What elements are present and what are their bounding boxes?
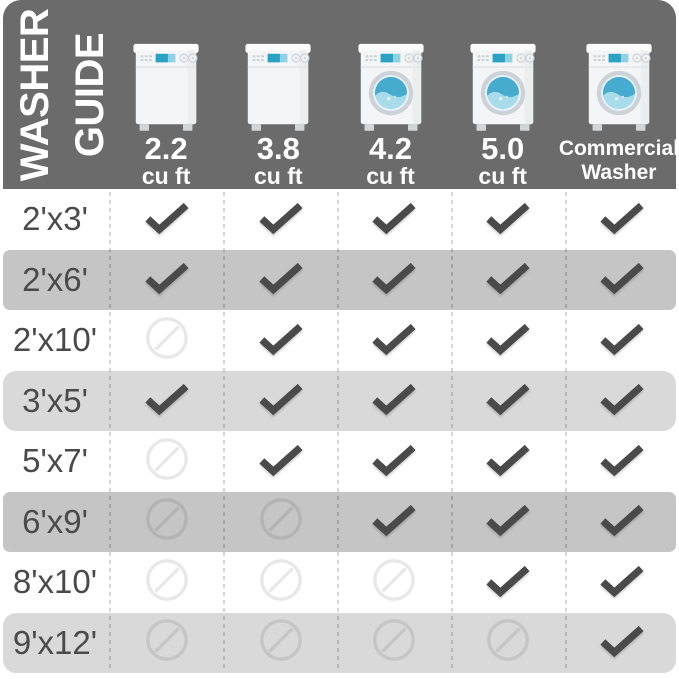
compatible-cell <box>110 371 224 432</box>
check-icon <box>599 501 645 542</box>
page-title <box>8 0 120 195</box>
capacity-value: 2.2 <box>144 131 188 166</box>
check-icon <box>371 380 417 421</box>
compatible-cell <box>338 371 452 432</box>
front-load-washer-icon <box>357 0 425 133</box>
washer-column-header <box>447 0 559 189</box>
compatible-cell <box>224 431 338 492</box>
capacity-unit: cu ft <box>254 163 303 189</box>
compatible-cell <box>451 189 565 250</box>
capacity-unit: cu ft <box>141 163 191 189</box>
not-suitable-icon <box>144 496 190 547</box>
column-capacity-label <box>254 133 303 189</box>
check-icon <box>258 199 304 240</box>
check-icon <box>258 380 304 421</box>
capacity-unit: cu ft <box>478 163 527 189</box>
rug-size-label: 2'x6' <box>22 260 88 298</box>
front-load-washer-icon <box>469 0 537 133</box>
title-line-guide: GUIDE <box>68 32 112 158</box>
table-row <box>0 189 679 250</box>
compatible-cell <box>110 189 224 250</box>
compatible-cell <box>565 189 679 250</box>
washer-column-header <box>110 0 222 189</box>
not-compatible-cell <box>338 613 452 674</box>
check-icon <box>485 320 531 361</box>
capacity-value: 3.8 <box>256 131 300 166</box>
check-icon <box>599 441 645 482</box>
check-icon <box>599 320 645 361</box>
compatible-cell <box>451 431 565 492</box>
table-row <box>0 431 679 492</box>
rug-size-label: 2'x3' <box>22 200 88 238</box>
check-icon <box>258 320 304 361</box>
compatible-cell <box>451 371 565 432</box>
compatible-cell <box>224 250 338 311</box>
table-row <box>0 613 679 674</box>
not-suitable-icon <box>144 436 190 487</box>
not-suitable-icon <box>485 617 531 668</box>
check-icon <box>371 320 417 361</box>
compatible-cell <box>451 310 565 371</box>
compatibility-table <box>0 189 679 673</box>
check-icon <box>258 259 304 300</box>
check-icon <box>371 501 417 542</box>
compatible-cell <box>224 371 338 432</box>
capacity-unit: Washer <box>581 161 657 184</box>
header <box>3 0 679 189</box>
capacity-unit: cu ft <box>366 163 415 189</box>
not-suitable-icon <box>258 496 304 547</box>
check-icon <box>485 380 531 421</box>
check-icon <box>485 501 531 542</box>
check-icon <box>258 441 304 482</box>
not-suitable-icon <box>258 557 304 608</box>
check-icon <box>485 259 531 300</box>
compatible-cell <box>338 310 452 371</box>
compatible-cell <box>451 492 565 553</box>
front-load-washer-icon <box>585 0 653 133</box>
compatible-cell <box>451 250 565 311</box>
not-suitable-icon <box>371 617 417 668</box>
compatible-cell <box>110 250 224 311</box>
check-icon <box>599 562 645 603</box>
rug-size-label: 2'x10' <box>12 321 98 359</box>
capacity-value: 5.0 <box>481 131 525 166</box>
not-compatible-cell <box>110 310 224 371</box>
check-icon <box>144 380 190 421</box>
compatible-cell <box>338 250 452 311</box>
title-line-washer: WASHER <box>13 8 57 182</box>
check-icon <box>371 259 417 300</box>
check-icon <box>371 199 417 240</box>
check-icon <box>485 562 531 603</box>
check-icon <box>599 259 645 300</box>
compatible-cell <box>565 310 679 371</box>
header-columns <box>110 0 679 189</box>
table-row <box>0 310 679 371</box>
not-compatible-cell <box>110 613 224 674</box>
not-suitable-icon <box>144 557 190 608</box>
check-icon <box>599 622 645 663</box>
not-compatible-cell <box>338 552 452 613</box>
table-row <box>0 250 679 311</box>
column-capacity-label <box>559 133 679 189</box>
check-icon <box>485 441 531 482</box>
column-capacity-label <box>366 133 415 189</box>
compatible-cell <box>338 189 452 250</box>
column-capacity-label <box>478 133 527 189</box>
table-row <box>0 552 679 613</box>
not-suitable-icon <box>371 557 417 608</box>
column-capacity-label <box>142 133 191 189</box>
washer-column-header <box>334 0 446 189</box>
check-icon <box>144 199 190 240</box>
not-suitable-icon <box>258 617 304 668</box>
not-compatible-cell <box>451 613 565 674</box>
not-compatible-cell <box>224 552 338 613</box>
not-compatible-cell <box>110 492 224 553</box>
table-row <box>0 492 679 553</box>
compatible-cell <box>565 371 679 432</box>
compatible-cell <box>565 552 679 613</box>
not-compatible-cell <box>110 552 224 613</box>
compatible-cell <box>451 552 565 613</box>
washer-column-header <box>222 0 334 189</box>
capacity-value: Commercial <box>558 137 679 160</box>
check-icon <box>144 259 190 300</box>
compatible-cell <box>338 492 452 553</box>
rug-size-label: 3'x5' <box>22 381 88 419</box>
check-icon <box>599 199 645 240</box>
rug-size-label: 8'x10' <box>12 563 98 601</box>
compatible-cell <box>565 613 679 674</box>
compatible-cell <box>338 431 452 492</box>
check-icon <box>599 380 645 421</box>
compatible-cell <box>565 431 679 492</box>
compatible-cell <box>565 250 679 311</box>
check-icon <box>371 441 417 482</box>
table-row <box>0 371 679 432</box>
rug-size-label: 5'x7' <box>22 442 88 480</box>
top-load-washer-icon <box>132 0 200 133</box>
rug-size-label: 9'x12' <box>12 623 98 661</box>
check-icon <box>485 199 531 240</box>
compatible-cell <box>224 310 338 371</box>
top-load-washer-icon <box>244 0 312 133</box>
not-compatible-cell <box>110 431 224 492</box>
not-suitable-icon <box>144 617 190 668</box>
rug-size-label: 6'x9' <box>22 502 88 540</box>
washer-column-header <box>559 0 679 189</box>
capacity-value: 4.2 <box>368 131 413 166</box>
compatible-cell <box>565 492 679 553</box>
compatible-cell <box>224 189 338 250</box>
not-compatible-cell <box>224 613 338 674</box>
not-suitable-icon <box>144 315 190 366</box>
not-compatible-cell <box>224 492 338 553</box>
